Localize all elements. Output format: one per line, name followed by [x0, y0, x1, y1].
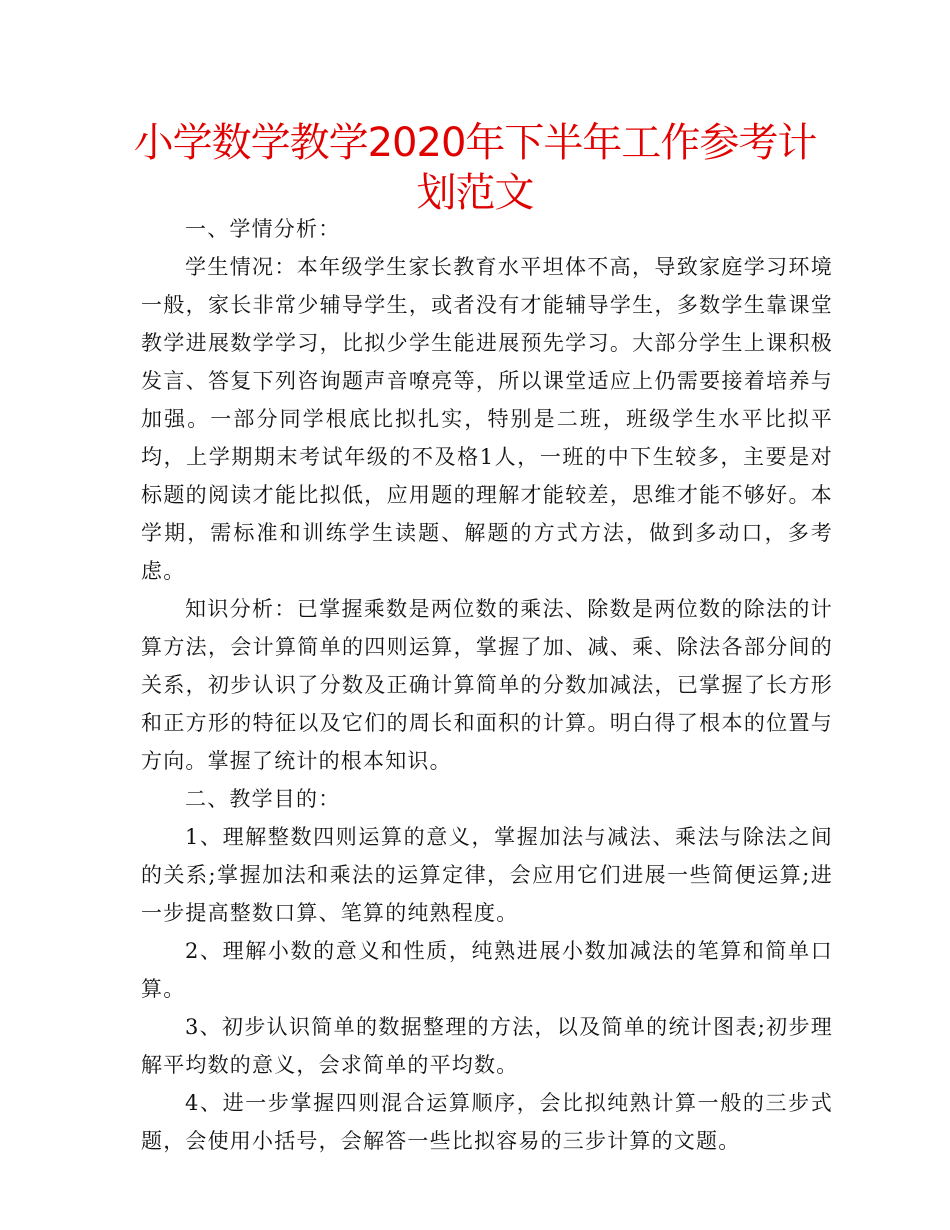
paragraph-goal-4: 4、进一步掌握四则混合运算顺序，会比拟纯熟计算一般的三步式题，会使用小括号，会解答一些比拟容易的三步计算的文题。	[141, 1091, 833, 1153]
paragraph-goal-2: 2、理解小数的意义和性质，纯熟进展小数加减法的笔算和简单口算。	[141, 939, 833, 1001]
paragraph-student-situation: 学生情况：本年级学生家长教育水平坦体不高，导致家庭学习环境一般，家长非常少辅导学生，或者没有才能辅导学生，多数学生靠课堂教学进展数学学习，比拟少学生能进展预先学习。大部分学生上课积极发言、答复下列咨询题声音嘹亮等，所以课堂适应上仍需要接着培养与加强。一部分同学根底比拟扎实，特别是二班，班级学生水平比拟平均，上学期期末考试年级的不及格1人，一班的中下生较多，主要是对标题的阅读才能比拟低，应用题的理解才能较差，思维才能不够好。本学期，需标准和训练学生读题、解题的方式方法，做到多动口，多考虑。	[141, 255, 833, 583]
paragraph-knowledge-analysis: 知识分析：已掌握乘数是两位数的乘法、除数是两位数的除法的计算方法，会计算简单的四则运算，掌握了加、减、乘、除法各部分间的关系，初步认识了分数及正确计算简单的分数加减法，已掌握了长方形和正方形的特征以及它们的周长和面积的计算。明白得了根本的位置与方向。掌握了统计的根本知识。	[141, 597, 833, 773]
section-heading-student-analysis: 一、学情分析：	[185, 217, 341, 241]
document-body	[141, 210, 833, 1160]
paragraph-goal-3: 3、初步认识简单的数据整理的方法，以及简单的统计图表;初步理解平均数的意义，会求简单的平均数。	[141, 1015, 833, 1077]
document-title: 小学数学教学2020年下半年工作参考计划范文	[133, 120, 817, 216]
section-heading-teaching-goals: 二、教学目的：	[185, 787, 341, 811]
paragraph-goal-1: 1、理解整数四则运算的意义，掌握加法与减法、乘法与除法之间的关系;掌握加法和乘法的运算定律，会应用它们进展一些简便运算;进一步提高整数口算、笔算的纯熟程度。	[141, 825, 833, 925]
